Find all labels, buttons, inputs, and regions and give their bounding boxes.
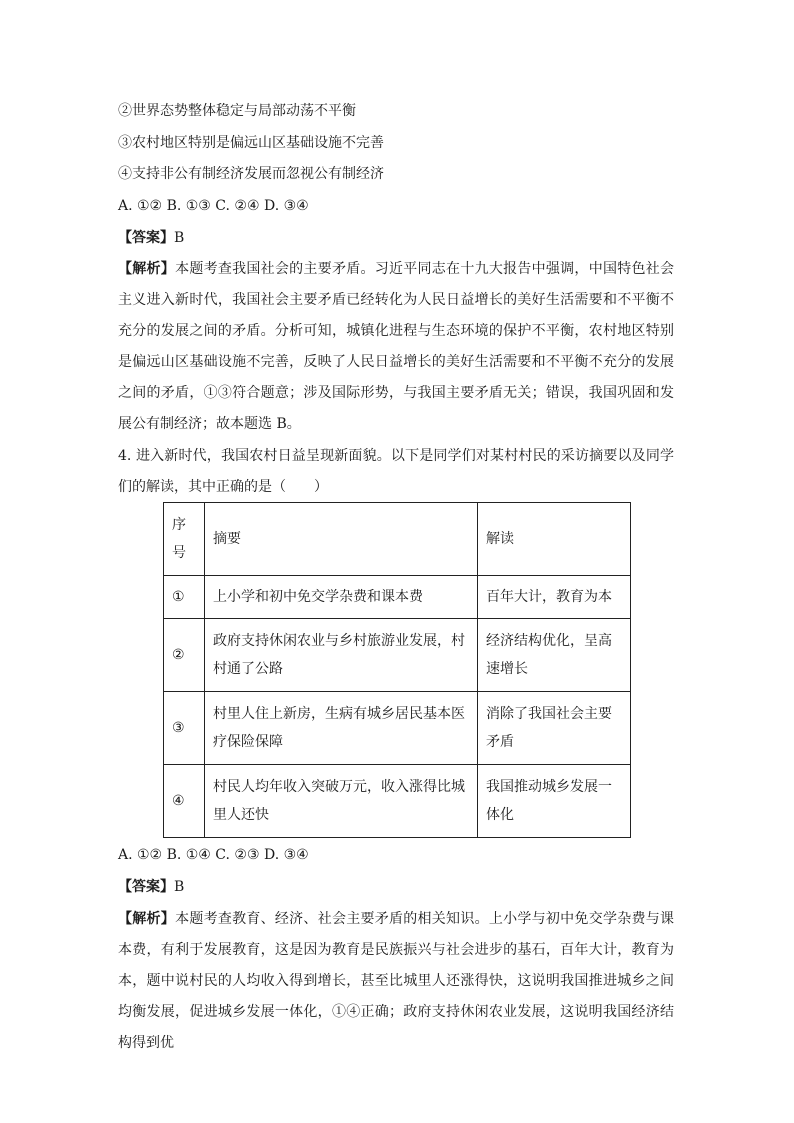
q3-analysis-text: 本题考查我国社会的主要矛盾。习近平同志在十九大报告中强调，中国特色社会主义进入新时代，我国社会主要矛盾已经转化为人民日益增长的美好生活需要和不平衡不充分的发展之间的矛盾。分析可知，城镇化进程与生态环境的保护不平衡，农村地区特别是偏远山区基础设施不完善，反映了人民日益增长的美好生活需要和不平衡不充分的发展之间的矛盾，①③符合题意；涉及国际形势，与我国主要矛盾无关；错误，我国巩固和发展公有制经济；故本题选 B。 xyxy=(118,261,675,432)
q4-analysis-label: 【解析】 xyxy=(118,911,176,927)
q4-answer-value: B xyxy=(174,879,185,895)
table-cell-reading: 百年大计，教育为本 xyxy=(478,576,631,619)
q3-choices: A. ①② B. ①③ C. ②④ D. ③④ xyxy=(118,198,309,214)
table-cell-no: ④ xyxy=(164,765,205,838)
table-cell-no: ② xyxy=(164,619,205,692)
table-header-reading: 解读 xyxy=(478,503,631,576)
q3-option-4: ④支持非公有制经济发展而忽视公有制经济 xyxy=(118,166,384,182)
table-cell-summary: 上小学和初中免交学杂费和课本费 xyxy=(205,576,478,619)
q3-option-2: ②世界态势整体稳定与局部动荡不平衡 xyxy=(118,103,356,119)
q4-stem: 4. 进入新时代，我国农村日益呈现新面貌。以下是同学们对某村村民的采访摘要以及同学们的解读，其中正确的是（ ） xyxy=(118,448,674,495)
table-row xyxy=(164,692,631,765)
q4-choices: A. ①② B. ①④ C. ②③ D. ③④ xyxy=(118,847,309,863)
table-cell-no: ① xyxy=(164,576,205,619)
q3-answer-value: B xyxy=(174,230,185,246)
q3-answer xyxy=(118,228,184,248)
table-cell-reading: 经济结构优化，呈高速增长 xyxy=(478,619,631,692)
q4-answer-label: 【答案】 xyxy=(118,879,174,895)
table-cell-reading: 消除了我国社会主要矛盾 xyxy=(478,692,631,765)
table-header-summary: 摘要 xyxy=(205,503,478,576)
q4-analysis xyxy=(118,904,674,1059)
table-cell-no: ③ xyxy=(164,692,205,765)
table-header-no: 序号 xyxy=(164,503,205,576)
table-header-row xyxy=(164,503,631,576)
q4-analysis-text: 本题考查教育、经济、社会主要矛盾的相关知识。上小学与初中免交学杂费与课本费，有利于发展教育，这是因为教育是民族振兴与社会进步的基石，百年大计，教育为本，题中说村民的人均收入得到增长，甚至比城里人还涨得快，这说明我国推进城乡之间均衡发展，促进城乡发展一体化，①④正确；政府支持休闲农业发展，这说明我国经济结构得到优 xyxy=(118,911,675,1051)
q4-table xyxy=(163,502,631,838)
q3-analysis-label: 【解析】 xyxy=(118,261,176,277)
table-cell-summary: 政府支持休闲农业与乡村旅游业发展，村村通了公路 xyxy=(205,619,478,692)
q4-answer xyxy=(118,877,184,897)
table-row xyxy=(164,765,631,838)
q3-answer-label: 【答案】 xyxy=(118,230,174,246)
q3-option-3: ③农村地区特别是偏远山区基础设施不完善 xyxy=(118,135,384,151)
table-cell-summary: 村里人住上新房，生病有城乡居民基本医疗保险保障 xyxy=(205,692,478,765)
table-cell-reading: 我国推动城乡发展一体化 xyxy=(478,765,631,838)
table-cell-summary: 村民人均年收入突破万元，收入涨得比城里人还快 xyxy=(205,765,478,838)
q3-analysis xyxy=(118,254,674,440)
table-row xyxy=(164,619,631,692)
table-row xyxy=(164,576,631,619)
